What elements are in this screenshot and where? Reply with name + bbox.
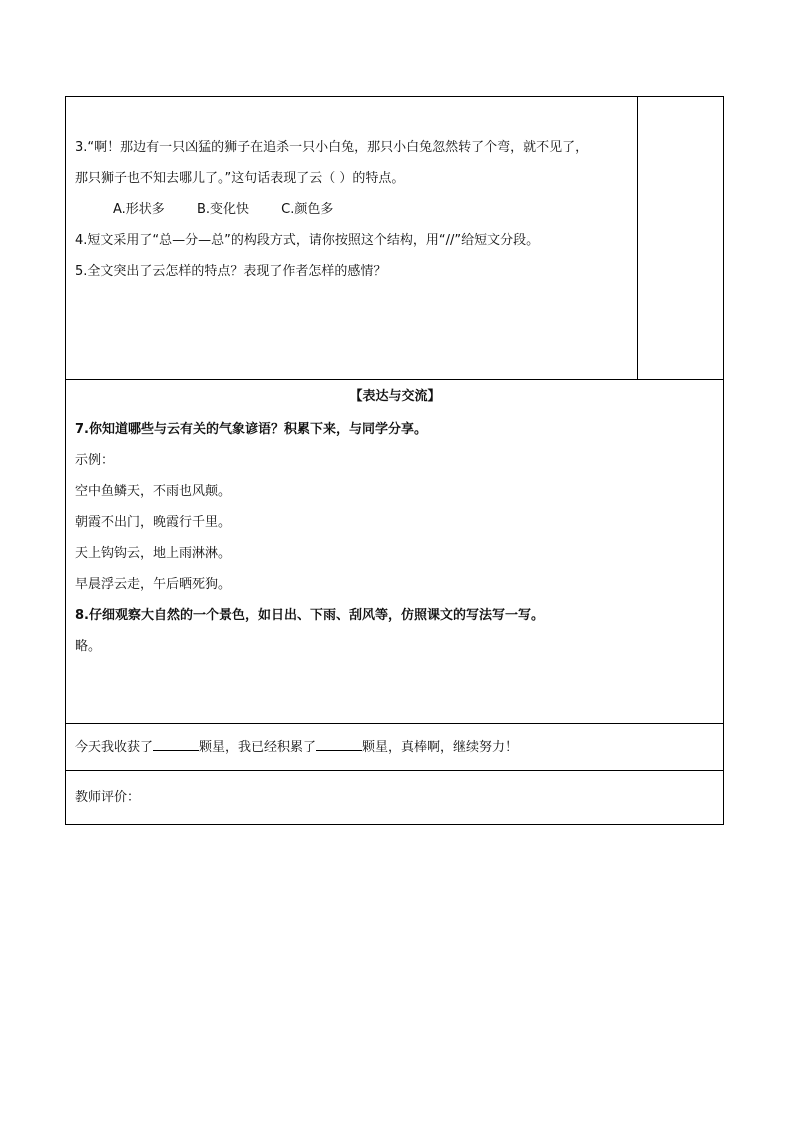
question-4: 4.短文采用了“总—分—总”的构段方式，请你按照这个结构，用“//”给短文分段。 (75, 233, 540, 248)
stars-total-blank[interactable] (316, 738, 362, 751)
stars-row (66, 724, 723, 771)
stars-text-2: 颗星，我已经积累了 (199, 739, 317, 755)
express-section (66, 380, 723, 724)
question-8-answer: 略。 (75, 639, 102, 654)
teacher-row (66, 771, 723, 824)
section-title: 【表达与交流】 (349, 389, 441, 404)
question-8: 8.仔细观察大自然的一个景色，如日出、下雨、刮风等，仿照课文的写法写一写。 (75, 608, 544, 623)
question-3-options (75, 194, 629, 225)
proverb-item: 朝霞不出门，晚霞行千里。 (75, 515, 232, 530)
stars-sentence (75, 732, 518, 763)
teacher-evaluation-label: 教师评价： (75, 790, 141, 805)
proverb-item: 早晨浮云走，午后晒死狗。 (75, 577, 232, 592)
stars-text-3: 颗星，真棒啊，继续努力！ (362, 739, 519, 755)
option-b: B.变化快 (196, 202, 250, 217)
question-3-line-1: 3.“啊！那边有一只凶猛的狮子在追杀一只小白兔，那只小白兔忽然转了个弯，就不见了， (75, 140, 589, 155)
worksheet-table (65, 96, 724, 825)
notes-column (638, 97, 723, 379)
option-a: A.形状多 (113, 202, 165, 217)
questions-cell (66, 97, 638, 379)
proverb-item: 天上钩钩云，地上雨淋淋。 (75, 546, 232, 561)
question-5: 5.全文突出了云怎样的特点？表现了作者怎样的感情？ (75, 264, 387, 279)
option-c: C.颜色多 (281, 202, 334, 217)
questions-row (66, 97, 723, 380)
proverb-item: 空中鱼鳞天，不雨也风颠。 (75, 484, 232, 499)
question-3-line-2: 那只狮子也不知去哪儿了。”这句话表现了云（ ）的特点。 (75, 171, 405, 186)
stars-text-1: 今天我收获了 (75, 739, 154, 755)
question-7: 7.你知道哪些与云有关的气象谚语？积累下来，与同学分享。 (75, 422, 427, 437)
stars-today-blank[interactable] (153, 738, 199, 751)
example-label: 示例： (75, 453, 115, 468)
